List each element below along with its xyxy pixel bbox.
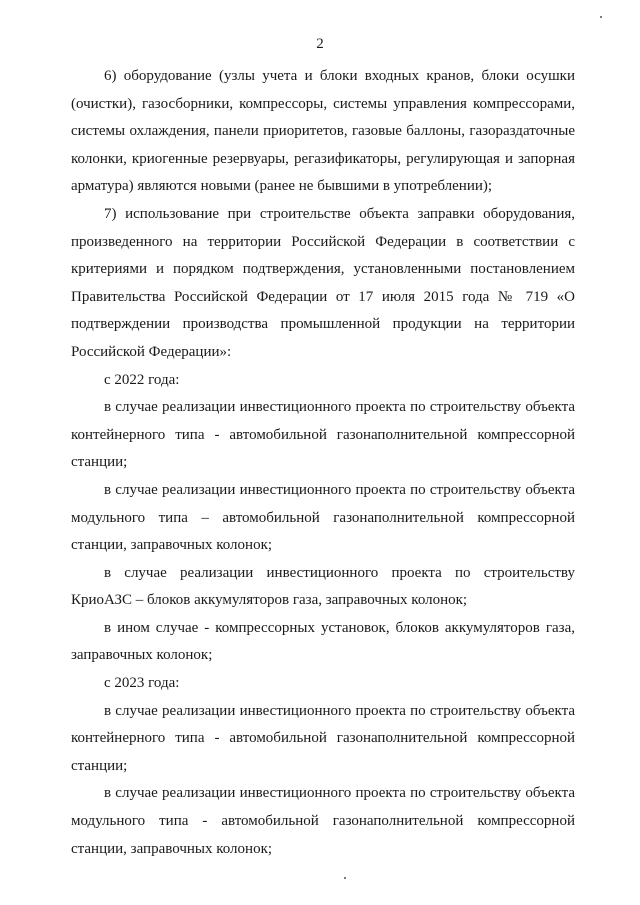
paragraph-2023-container-type: в случае реализации инвестиционного проекта по строительству объекта контейнерного типа - автомобильной газонаполнительной компрессорной станции;	[71, 702, 575, 774]
paragraph-from-2022: с 2022 года:	[104, 371, 180, 388]
paragraph-2022-modular-type: в случае реализации инвестиционного проекта по строительству объекта модульного типа – автомобильной газонаполнительной компрессорной станции, заправочных колонок;	[71, 481, 575, 554]
paragraph-from-2023: с 2023 года:	[104, 675, 180, 692]
paragraph-2022-kriaazs: в случае реализации инвестиционного проекта по строительству КриоАЗС – блоков аккумуляторов газа, заправочных колонок;	[71, 564, 575, 609]
paragraph-2022-other-case: в ином случае - компрессорных установок, блоков аккумуляторов газа, заправочных колонок;	[71, 619, 575, 664]
page-number: 2	[316, 36, 324, 52]
paragraph-2022-container-type: в случае реализации инвестиционного проекта по строительству объекта контейнерного типа - автомобильной газонаполнительной компрессорной станции;	[71, 399, 575, 471]
scan-speck	[600, 16, 602, 18]
paragraph-item-6-equipment-new: 6) оборудование (узлы учета и блоки входных кранов, блоки осушки (очистки), газосборники, компрессоры, системы управления компрессорами, системы охлаждения, панели приоритетов, газовые баллоны, газораздаточные колонки, криогенные резервуары, регазификаторы, регулирующая и запорная арматура) являются новыми (ранее не бывшими в употреблении);	[71, 68, 575, 195]
paragraph-item-7-russian-equipment: 7) использование при строительстве объекта заправки оборудования, произведенного на территории Российской Федерации в соответствии с критериями и порядком подтверждения, установленными постановлением Правительства Российской Федерации от 17 июля 2015 года № 719 «О подтверждении производства промышленной продукции на территории Российской Федерации»:	[71, 205, 575, 360]
document-body	[71, 63, 575, 863]
paragraph-2023-modular-type: в случае реализации инвестиционного проекта по строительству объекта модульного типа - автомобильной газонаполнительной компрессорной станции, заправочных колонок;	[71, 785, 575, 857]
scan-speck	[344, 877, 346, 879]
